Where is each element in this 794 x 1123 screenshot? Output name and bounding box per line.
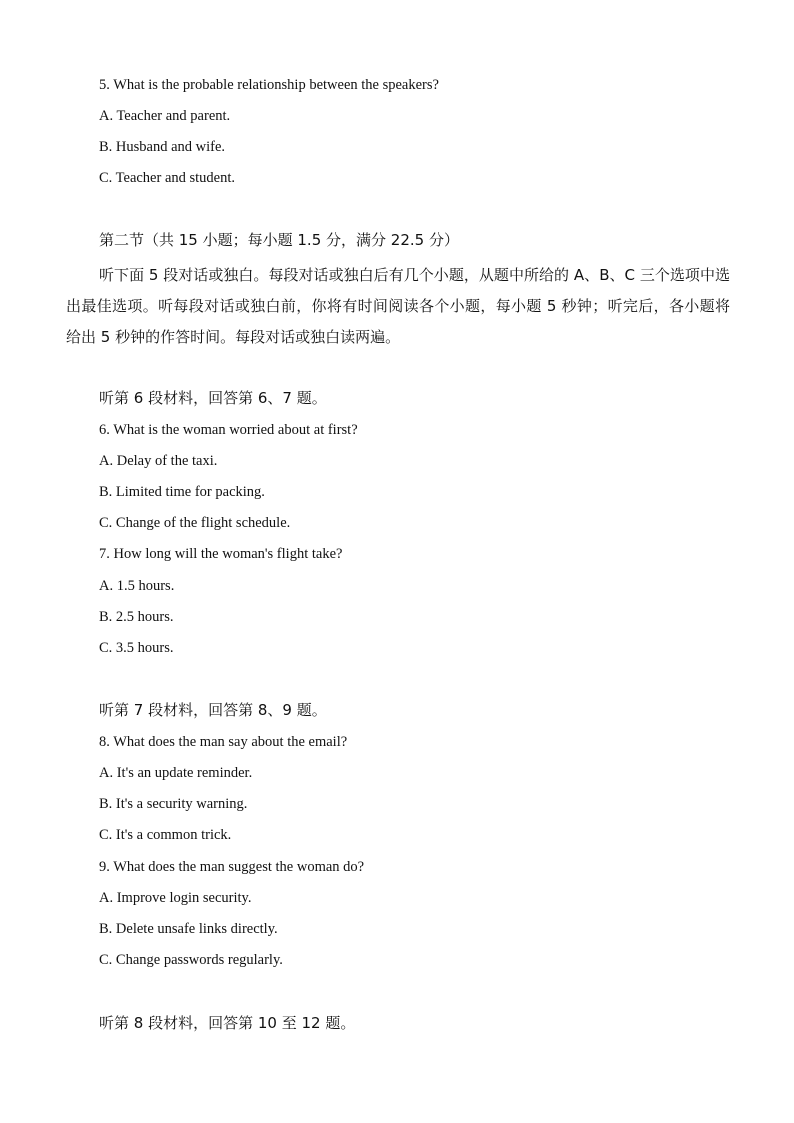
q9-option-c: C. Change passwords regularly. [99,952,283,968]
q8-option-c: C. It's a common trick. [99,827,232,843]
question-7: 7. How long will the woman's flight take? [99,546,343,562]
question-6: 6. What is the woman worried about at first? [99,422,358,438]
q6-option-c: C. Change of the flight schedule. [99,515,291,531]
q7-option-a: A. 1.5 hours. [99,578,175,594]
question-9: 9. What does the man suggest the woman do? [99,859,365,875]
q6-option-a: A. Delay of the taxi. [99,453,218,469]
section-2-instructions: 听下面 5 段对话或独白。每段对话或独白后有几个小题，从题中所给的 A、B、C 三个选项中选出最佳选项。听每段对话或独白前，你将有时间阅读各个小题，每小题 5 秒钟；听完后，各小题将给出 5 秒钟的作答时间。每段对话或独白读两遍。 [66,266,730,346]
question-5: 5. What is the probable relationship between the speakers? [99,77,439,93]
material-8-heading: 听第 8 段材料，回答第 10 至 12 题。 [99,1014,356,1032]
q8-option-b: B. It's a security warning. [99,796,248,812]
q7-option-c: C. 3.5 hours. [99,640,174,656]
question-8: 8. What does the man say about the email? [99,734,348,750]
material-7-heading: 听第 7 段材料，回答第 8、9 题。 [99,701,327,719]
q5-option-a: A. Teacher and parent. [99,108,231,124]
q9-option-b: B. Delete unsafe links directly. [99,921,278,937]
q6-option-b: B. Limited time for packing. [99,484,265,500]
q5-option-b: B. Husband and wife. [99,139,226,155]
material-6-heading: 听第 6 段材料，回答第 6、7 题。 [99,389,327,407]
q8-option-a: A. It's an update reminder. [99,765,253,781]
q5-option-c: C. Teacher and student. [99,170,236,186]
q9-option-a: A. Improve login security. [99,890,252,906]
section-2-heading: 第二节（共 15 小题；每小题 1.5 分，满分 22.5 分） [99,231,459,249]
q7-option-b: B. 2.5 hours. [99,609,174,625]
